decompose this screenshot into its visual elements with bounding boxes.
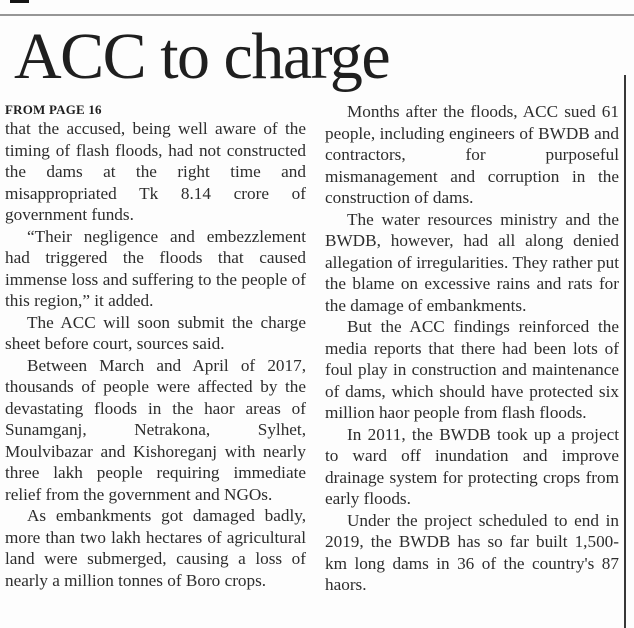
article-body [5, 101, 619, 596]
paragraph: As embankments got damaged badly, more than two lakh hectares of agricultural land were submerged, causing a loss of nearly a million tonnes of Boro crops. [5, 506, 306, 590]
print-artifact-mark [10, 0, 29, 3]
paragraph: But the ACC findings reinforced the media reports that there had been lots of foul play in construction and maintenance of dams, which should have protected six million haor people from flash floods. [325, 317, 619, 422]
paragraph: that the accused, being well aware of the timing of flash floods, had not constructed the dams at the right time and misappropriated Tk 8.14 crore of government funds. [5, 119, 306, 224]
paragraph: The ACC will soon submit the charge sheet before court, sources said. [5, 312, 306, 353]
top-divider-rule [0, 14, 634, 16]
left-column [5, 101, 306, 596]
paragraph: “Their negligence and embezzlement had triggered the floods that caused immense loss and suffering to the people of this region,” it added. [5, 226, 306, 310]
paragraph: Between March and April of 2017, thousands of people were affected by the devastating floods in the haor areas of Sunamganj, Netrakona, Sylhet, Moulvibazar and Kishoreganj with nearly three lakh people requiring immediate relief from the government and NGOs. [5, 355, 306, 504]
page-column-divider-rule [624, 75, 626, 628]
continuation-kicker: FROM PAGE 16 [5, 102, 102, 117]
article-headline: ACC to charge [14, 20, 390, 93]
paragraph: Months after the floods, ACC sued 61 people, including engineers of BWDB and contractors, for purposeful mismanagement and corruption in the construction of dams. [325, 102, 619, 207]
paragraph: The water resources ministry and the BWDB, however, had all along denied allegation of irregularities. They rather put the blame on excessive rains and rats for the damage of embankments. [325, 209, 619, 315]
paragraph: Under the project scheduled to end in 2019, the BWDB has so far built 1,500-km long dams in 36 of the country's 87 haors. [325, 510, 619, 594]
paragraph: In 2011, the BWDB took up a project to ward off inundation and improve drainage system for protecting crops from early floods. [325, 424, 619, 508]
right-column [325, 101, 619, 596]
